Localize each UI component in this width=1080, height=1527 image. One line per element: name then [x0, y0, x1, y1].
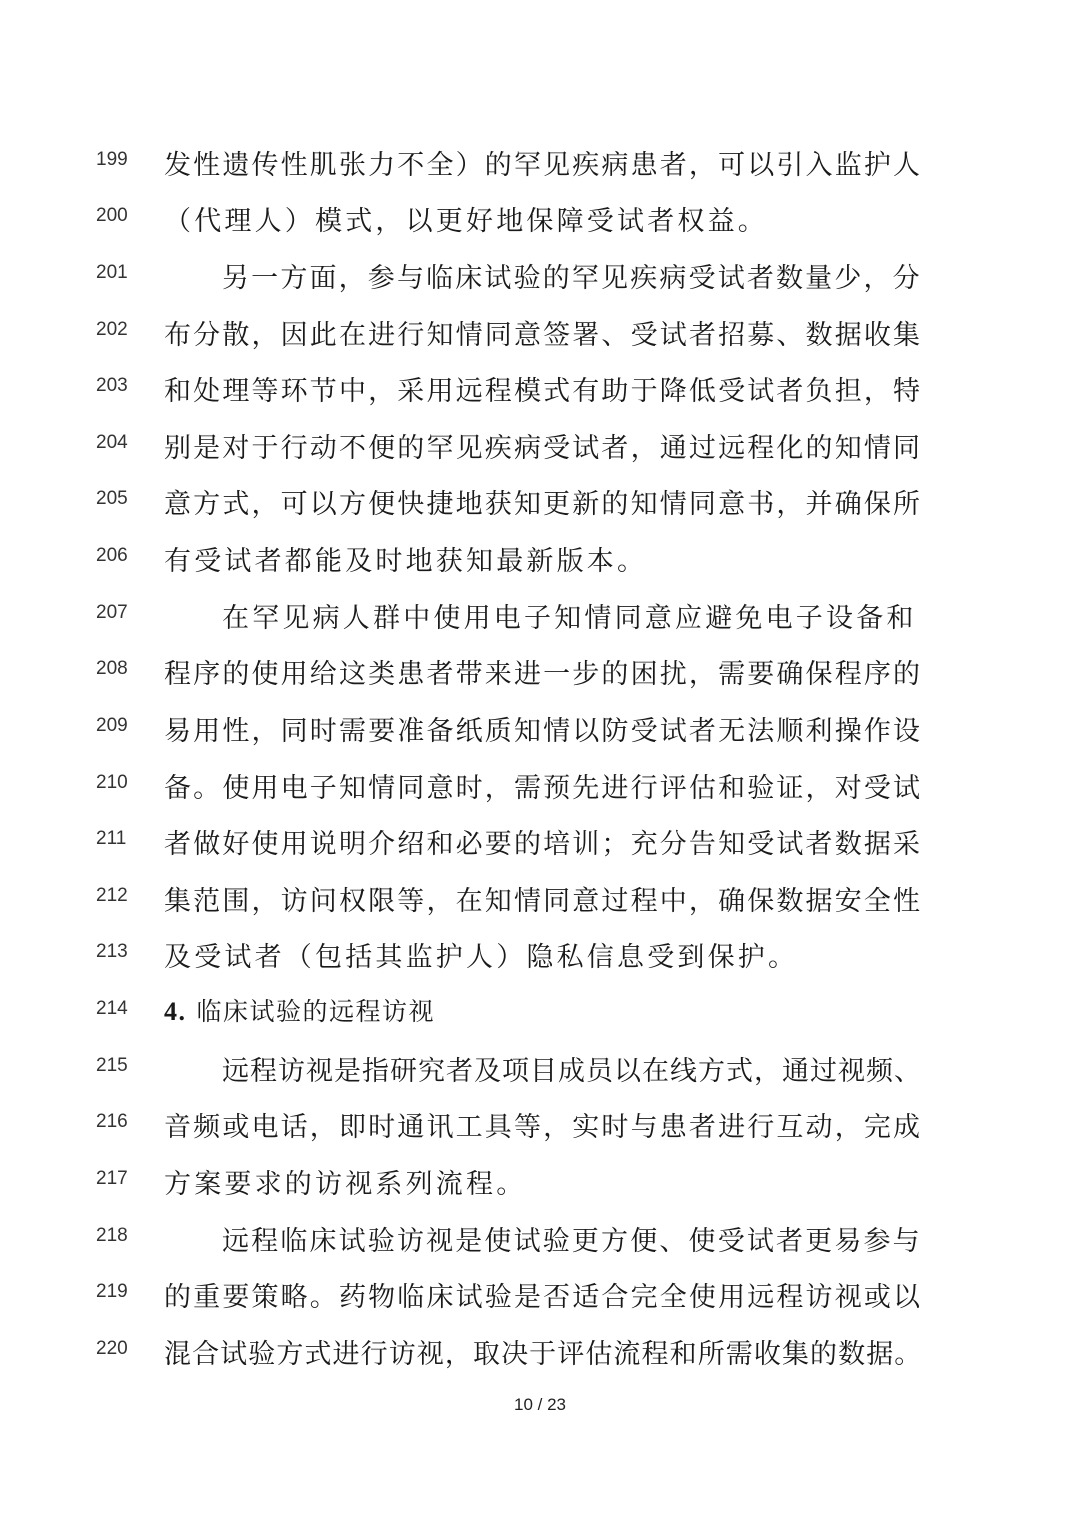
text-line [0, 1049, 1080, 1089]
line-text: 及受试者（包括其监护人）隐私信息受到保护。 [164, 942, 799, 973]
line-number: 220 [96, 1338, 128, 1359]
line-text: 方案要求的访视系列流程。 [164, 1169, 527, 1200]
section-heading [0, 992, 1080, 1032]
line-text: 意方式，可以方便快捷地获知更新的知情同意书，并确保所 [164, 489, 923, 520]
text-line [0, 143, 1080, 183]
text-line [0, 256, 1080, 296]
line-number: 206 [96, 545, 128, 566]
line-number: 216 [96, 1111, 128, 1132]
line-text: 远程临床试验访视是使试验更方便、使受试者更易参与 [222, 1226, 922, 1257]
section-heading-title: 临床试验的远程访视 [196, 997, 436, 1026]
line-text: 混合试验方式进行访视，取决于评估流程和所需收集的数据。 [164, 1339, 923, 1370]
line-text: 布分散，因此在进行知情同意签署、受试者招募、数据收集 [164, 320, 923, 351]
text-line [0, 822, 1080, 862]
text-line [0, 1219, 1080, 1259]
line-text: 有受试者都能及时地获知最新版本。 [164, 546, 648, 577]
line-number: 204 [96, 432, 128, 453]
line-number: 210 [96, 772, 128, 793]
text-line [0, 935, 1080, 975]
line-number: 208 [96, 658, 128, 679]
line-text: 音频或电话，即时通讯工具等，实时与患者进行互动，完成 [164, 1112, 923, 1143]
line-number: 214 [96, 998, 128, 1019]
line-text: 在罕见病人群中使用电子知情同意应避免电子设备和 [222, 603, 917, 634]
line-text: 发性遗传性肌张力不全）的罕见疾病患者，可以引入监护人 [164, 150, 923, 181]
line-text: 别是对于行动不便的罕见疾病受试者，通过远程化的知情同 [164, 433, 923, 464]
text-line [0, 369, 1080, 409]
section-heading-number: 4. [164, 997, 187, 1026]
line-number: 217 [96, 1168, 128, 1189]
text-line [0, 199, 1080, 239]
text-line [0, 596, 1080, 636]
line-text: （代理人）模式，以更好地保障受试者权益。 [164, 206, 768, 237]
line-text: 和处理等环节中，采用远程模式有助于降低受试者负担，特 [164, 376, 923, 407]
page-indicator: 10 / 23 [514, 1395, 566, 1414]
line-text: 程序的使用给这类患者带来进一步的困扰，需要确保程序的 [164, 659, 923, 690]
text-line [0, 313, 1080, 353]
text-line [0, 1275, 1080, 1315]
line-text: 易用性，同时需要准备纸质知情以防受试者无法顺利操作设 [164, 716, 923, 747]
line-number: 212 [96, 885, 128, 906]
line-number: 199 [96, 149, 128, 170]
text-line [0, 1105, 1080, 1145]
line-text: 远程访视是指研究者及项目成员以在线方式，通过视频、 [222, 1056, 922, 1087]
line-number: 202 [96, 319, 128, 340]
text-line [0, 482, 1080, 522]
text-line [0, 652, 1080, 692]
line-number: 219 [96, 1281, 128, 1302]
line-text: 备。使用电子知情同意时，需预先进行评估和验证，对受试 [164, 773, 923, 804]
section-heading-text [164, 992, 435, 1028]
line-number: 211 [96, 828, 127, 849]
line-number: 218 [96, 1225, 128, 1246]
text-line [0, 709, 1080, 749]
line-text: 另一方面，参与临床试验的罕见疾病受试者数量少，分 [222, 263, 922, 294]
text-line [0, 766, 1080, 806]
line-number: 200 [96, 205, 128, 226]
line-number: 201 [96, 262, 128, 283]
text-line [0, 1162, 1080, 1202]
text-line [0, 539, 1080, 579]
line-text: 的重要策略。药物临床试验是否适合完全使用远程访视或以 [164, 1282, 923, 1313]
line-number: 209 [96, 715, 128, 736]
line-number: 215 [96, 1055, 128, 1076]
line-number: 213 [96, 941, 128, 962]
text-line [0, 1332, 1080, 1372]
line-text: 者做好使用说明介绍和必要的培训；充分告知受试者数据采 [164, 829, 923, 860]
text-line [0, 426, 1080, 466]
text-line [0, 879, 1080, 919]
line-text: 集范围，访问权限等，在知情同意过程中，确保数据安全性 [164, 886, 923, 917]
line-number: 207 [96, 602, 128, 623]
line-number: 205 [96, 488, 128, 509]
line-number: 203 [96, 375, 128, 396]
